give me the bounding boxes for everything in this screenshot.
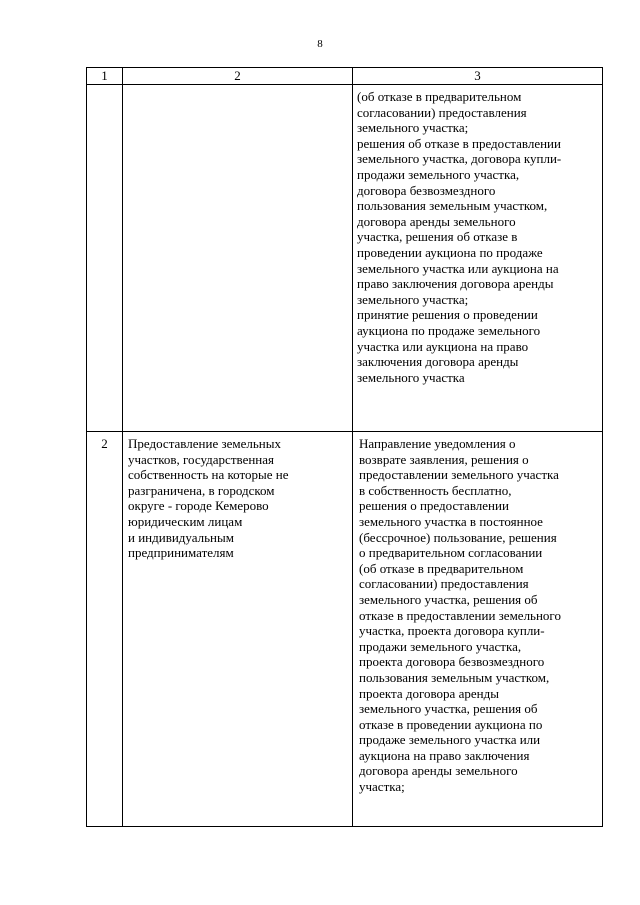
- header-cell-1: 1: [87, 68, 123, 85]
- text-line: продажи земельного участка,: [357, 166, 520, 182]
- table-header-row: [87, 68, 603, 85]
- result-cell: [353, 85, 603, 432]
- text-line: пользования земельным участком,: [357, 198, 548, 214]
- text-line: (об отказе в предварительном: [357, 89, 522, 104]
- text-line: земельного участка в постоянное: [359, 513, 543, 529]
- text-line: (об отказе в предварительном: [359, 560, 524, 576]
- text-line: в собственность бесплатно,: [359, 482, 512, 498]
- text-line: договора аренды земельного: [357, 213, 516, 229]
- text-line: проведении аукциона по продаже: [357, 244, 543, 260]
- text-line: аукциона на право заключения: [359, 747, 530, 763]
- text-line: договора безвозмездного: [357, 182, 496, 198]
- page-number: 8: [317, 38, 323, 50]
- service-name-cell: [123, 85, 353, 432]
- text-line: Направление уведомления о: [359, 436, 516, 451]
- text-line: заключения договора аренды: [357, 354, 519, 370]
- text-line: согласовании) предоставления: [357, 104, 527, 120]
- text-line: отказе в предоставлении земельного: [359, 607, 561, 623]
- text-line: земельного участка или аукциона на: [357, 260, 559, 276]
- text-line: договора аренды земельного: [359, 763, 518, 779]
- service-name-cell: [123, 432, 353, 827]
- table-row: [87, 85, 603, 432]
- text-line: земельного участка;: [357, 291, 469, 307]
- text-line: пользования земельным участком,: [359, 669, 550, 685]
- text-line: разграничена, в городском: [128, 482, 275, 498]
- text-line: округе - городе Кемерово: [128, 498, 269, 514]
- text-line: продажи земельного участка,: [359, 638, 522, 654]
- text-line: Предоставление земельных: [128, 436, 281, 451]
- text-line: проекта договора аренды: [359, 685, 499, 701]
- header-cell-2: 2: [123, 68, 353, 85]
- text-line: земельного участка, договора купли-: [357, 151, 562, 167]
- text-line: земельного участка;: [357, 120, 469, 136]
- row-number: 2: [87, 432, 123, 827]
- text-line: согласовании) предоставления: [359, 576, 529, 592]
- row-number: [87, 85, 123, 432]
- text-line: о предварительном согласовании: [359, 545, 543, 561]
- services-table: [86, 67, 603, 827]
- text-line: земельного участка, решения об: [359, 591, 538, 607]
- text-line: отказе в проведении аукциона по: [359, 716, 543, 732]
- text-line: (бессрочное) пользование, решения: [359, 529, 557, 545]
- text-line: собственность на которые не: [128, 467, 289, 483]
- text-line: участков, государственная: [128, 451, 274, 467]
- text-line: возврате заявления, решения о: [359, 451, 529, 467]
- header-cell-3: 3: [353, 68, 603, 85]
- text-line: аукциона по продаже земельного: [357, 322, 541, 338]
- text-line: юридическим лицам: [128, 513, 243, 529]
- text-line: земельного участка: [357, 369, 465, 385]
- text-line: решения об отказе в предоставлении: [357, 135, 561, 151]
- text-line: проекта договора безвозмездного: [359, 654, 545, 670]
- text-line: участка, проекта договора купли-: [359, 623, 545, 639]
- text-line: предоставлении земельного участка: [359, 467, 559, 483]
- table-row: [87, 432, 603, 827]
- text-line: продаже земельного участка или: [359, 732, 541, 748]
- text-line: земельного участка, решения об: [359, 701, 538, 717]
- text-line: и индивидуальным: [128, 529, 234, 545]
- text-line: участка;: [359, 779, 405, 795]
- text-line: решения о предоставлении: [359, 498, 509, 514]
- result-cell: [353, 432, 603, 827]
- text-line: участка, решения об отказе в: [357, 229, 518, 245]
- text-line: право заключения договора аренды: [357, 276, 554, 292]
- text-line: участка или аукциона на право: [357, 338, 529, 354]
- text-line: принятие решения о проведении: [357, 307, 538, 323]
- text-line: предпринимателям: [128, 545, 234, 561]
